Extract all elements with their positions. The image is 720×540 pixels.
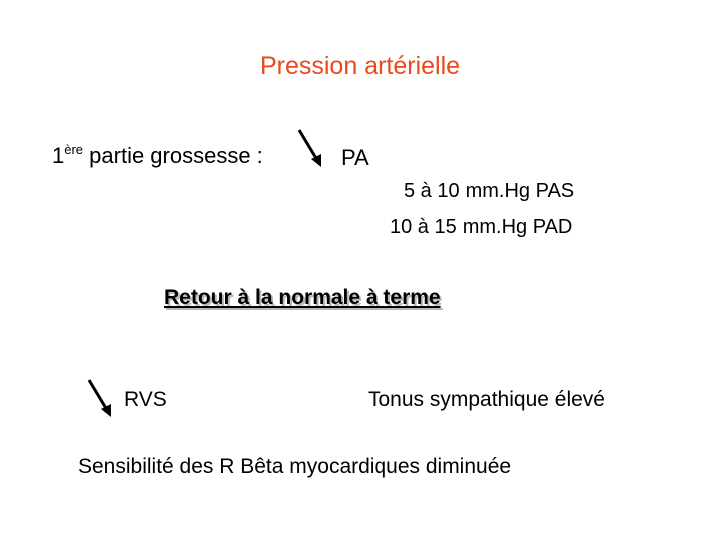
slide-title: Pression artérielle xyxy=(259,52,461,80)
tonus-text: Tonus sympathique élevé xyxy=(368,388,605,411)
trimester-text: partie grossesse : xyxy=(83,143,263,168)
pas-unit: mm.Hg PAS xyxy=(465,180,575,202)
down-right-arrow-icon xyxy=(86,378,118,422)
first-trimester-line xyxy=(52,142,263,169)
pad-unit: mm.Hg PAD xyxy=(462,216,573,238)
pad-line xyxy=(390,216,572,239)
down-right-arrow-icon xyxy=(296,128,328,172)
sensibilite-text: Sensibilité des R Bêta myocardiques diminuée xyxy=(78,455,512,478)
pa-label: PA xyxy=(341,145,369,170)
pad-range: 10 à 15 xyxy=(390,216,457,238)
pas-line xyxy=(404,180,574,203)
pas-range: 5 à 10 xyxy=(404,180,460,202)
trimester-superscript: ère xyxy=(64,142,84,157)
retour-heading: Retour à la normale à terme xyxy=(164,286,441,309)
trimester-number: 1 xyxy=(52,143,65,168)
rvs-label: RVS xyxy=(124,388,167,411)
